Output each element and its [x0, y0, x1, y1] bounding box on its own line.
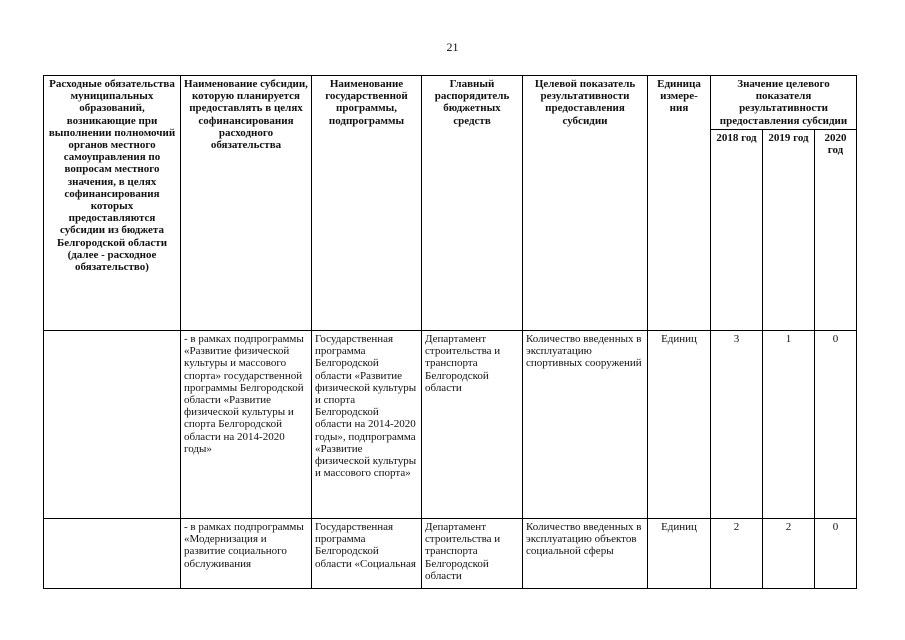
cell-program: Государственная программа Белгородской области «Развитие физической культуры и спорта Белгородской области на 2014-2020 годы», подпрограмма «Развитие физической культуры и массового спорта»	[312, 331, 422, 519]
cell-unit: Единиц	[648, 519, 711, 589]
cell-program: Государственная программа Белгородской области «Социальная	[312, 519, 422, 589]
cell-subsidy: - в рамках подпрограммы «Развитие физической культуры и массового спорта» государственной программы Белгородской области «Развитие физической культуры и спорта Белгородской области на 2014-2020 годы»	[181, 331, 312, 519]
cell-manager: Департамент строительства и транспорта Белгородской области	[422, 331, 523, 519]
cell-unit: Единиц	[648, 331, 711, 519]
cell-obligation	[44, 519, 181, 589]
cell-obligation	[44, 331, 181, 519]
cell-subsidy: - в рамках подпрограммы «Модернизация и развитие социального обслуживания	[181, 519, 312, 589]
table-row	[44, 331, 857, 519]
cell-value-2019: 1	[763, 331, 815, 519]
page-number: 21	[446, 40, 459, 54]
cell-value-2019: 2	[763, 519, 815, 589]
cell-value-2018: 3	[711, 331, 763, 519]
header-indicator-value: Значение целевого показателя результативности предоставления субсидии	[711, 76, 857, 130]
cell-indicator: Количество введенных в эксплуатацию объектов социальной сферы	[523, 519, 648, 589]
header-year-2018: 2018 год	[711, 129, 763, 330]
cell-value-2020: 0	[815, 519, 857, 589]
header-unit: Единица измере-ния	[648, 76, 711, 331]
header-program-name: Наименование государственной программы, подпрограммы	[312, 76, 422, 331]
header-budget-manager: Главный распорядитель бюджетных средств	[422, 76, 523, 331]
cell-value-2020: 0	[815, 331, 857, 519]
table-row	[44, 519, 857, 589]
subsidy-table	[43, 75, 857, 589]
header-obligation: Расходные обязательства муниципальных образований, возникающие при выполнении полномочий органов местного самоуправления по вопросам местного значения, в целях софинансирования которых предоставляются субсидии из бюджета Белгородской области (далее - расходное обязательство)	[44, 76, 181, 331]
header-year-2020: 2020 год	[815, 129, 857, 330]
header-subsidy-name: Наименование субсидии, которую планируется предоставлять в целях софинансирования расходного обязательства	[181, 76, 312, 331]
header-target-indicator: Целевой показатель результативности предоставления субсидии	[523, 76, 648, 331]
header-year-2019: 2019 год	[763, 129, 815, 330]
cell-manager: Департамент строительства и транспорта Белгородской области	[422, 519, 523, 589]
cell-value-2018: 2	[711, 519, 763, 589]
cell-indicator: Количество введенных в эксплуатацию спортивных сооружений	[523, 331, 648, 519]
header-row-1	[44, 76, 857, 130]
